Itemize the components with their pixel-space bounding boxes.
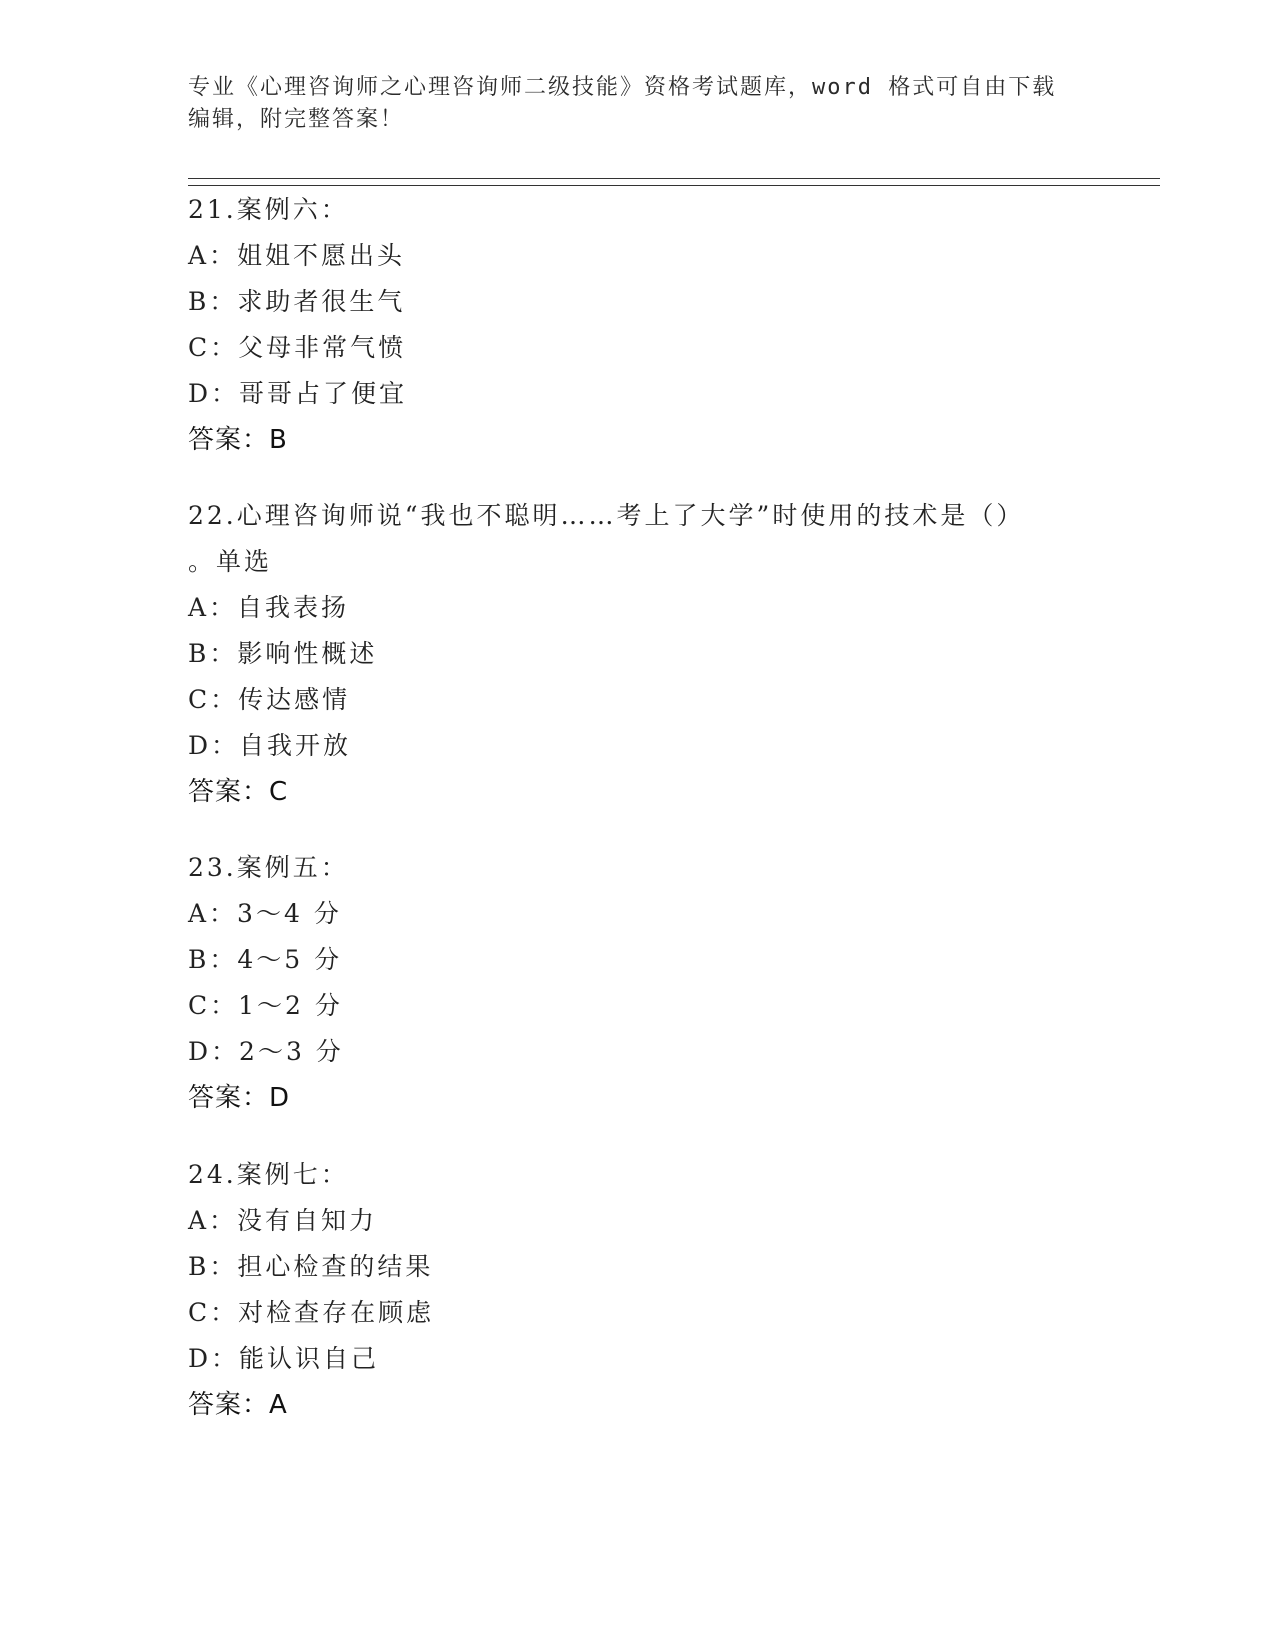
question-22 [188, 493, 1088, 815]
question-stem: 23.案例五： [188, 853, 349, 882]
document-header [188, 72, 1088, 136]
header-divider [188, 178, 1160, 186]
option-b: B：4～5 分 [188, 945, 343, 974]
option-d: D：哥哥占了便宜 [188, 379, 408, 408]
answer-label: 答案：D [188, 1083, 291, 1113]
option-d: D：能认识自己 [188, 1344, 380, 1373]
question-24 [188, 1152, 1088, 1428]
answer-label: 答案：A [188, 1390, 288, 1420]
option-b: B：担心检查的结果 [188, 1252, 434, 1281]
option-c: C：传达感情 [188, 685, 351, 714]
question-stem: 22.心理咨询师说“我也不聪明……考上了大学”时使用的技术是（） [188, 501, 1025, 530]
option-a: A：3～4 分 [188, 899, 342, 928]
option-a: A：姐姐不愿出头 [188, 241, 406, 270]
option-c: C：对检查存在顾虑 [188, 1298, 435, 1327]
option-c: C：父母非常气愤 [188, 333, 407, 362]
option-b: B：求助者很生气 [188, 287, 406, 316]
option-a: A：没有自知力 [188, 1206, 378, 1235]
question-21 [188, 187, 1088, 463]
question-stem: 24.案例七： [188, 1160, 349, 1189]
answer-label: 答案：B [188, 425, 288, 455]
option-d: D：2～3 分 [188, 1037, 344, 1066]
question-stem: 21.案例六： [188, 195, 349, 224]
option-d: D：自我开放 [188, 731, 352, 760]
header-line-1: 专业《心理咨询师之心理咨询师二级技能》资格考试题库，word 格式可自由下载 [188, 75, 1057, 100]
question-stem-continued: 。单选 [188, 547, 273, 576]
option-a: A：自我表扬 [188, 593, 350, 622]
option-b: B：影响性概述 [188, 639, 378, 668]
question-23 [188, 845, 1088, 1121]
header-line-2: 编辑，附完整答案！ [188, 107, 405, 132]
option-c: C：1～2 分 [188, 991, 343, 1020]
answer-label: 答案：C [188, 777, 289, 807]
